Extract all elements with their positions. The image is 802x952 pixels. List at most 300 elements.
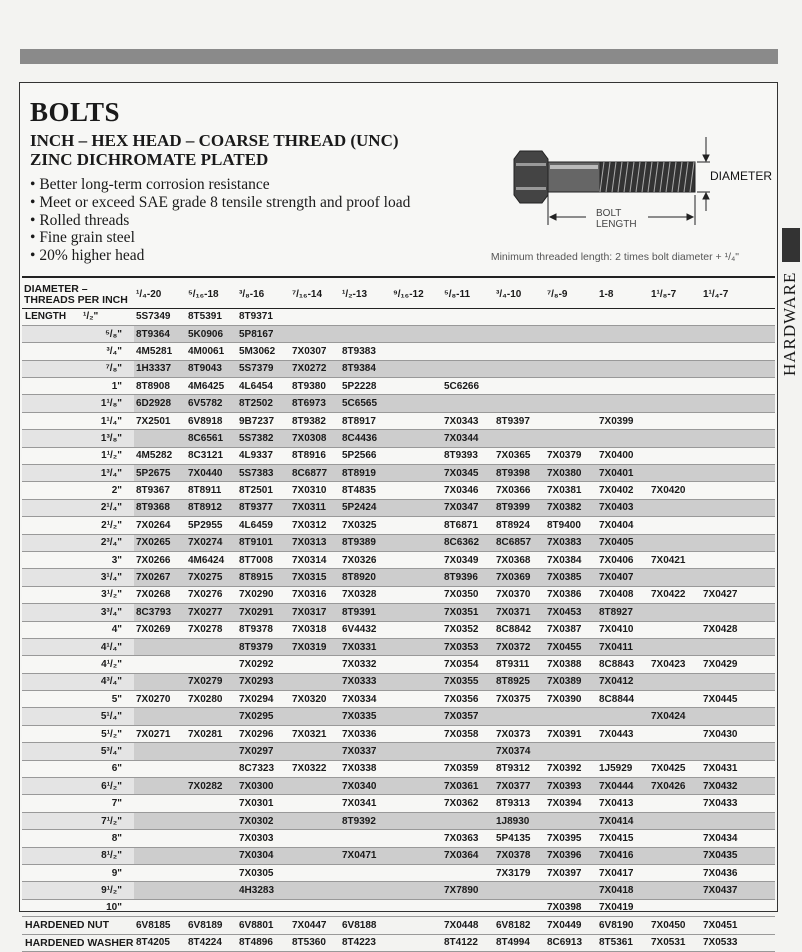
table-row (22, 586, 775, 603)
length-value: 3¹/₂" (101, 589, 122, 601)
part-number-cell: 6V8185 (134, 917, 186, 934)
part-number-cell: 7X0317 (290, 604, 340, 621)
part-number-cell: 8T9368 (134, 499, 186, 516)
length-cell (22, 325, 134, 342)
part-number-cell: 7X0344 (442, 430, 494, 447)
part-number-cell (494, 308, 545, 325)
part-number-cell: 7X0301 (237, 795, 290, 812)
part-number-cell (134, 812, 186, 829)
part-number-cell (290, 812, 340, 829)
part-number-cell: 8T9101 (237, 534, 290, 551)
part-number-cell: 7X0471 (340, 847, 391, 864)
part-number-cell (649, 343, 701, 360)
part-number-cell: 8T9043 (186, 360, 237, 377)
part-number-cell (290, 795, 340, 812)
feature-item: • Meet or exceed SAE grade 8 tensile strength and proof load (30, 194, 410, 212)
part-number-cell: 5S7379 (237, 360, 290, 377)
part-number-cell: 7X0322 (290, 760, 340, 777)
part-number-cell: 7X0428 (701, 621, 775, 638)
part-number-cell: 7X0305 (237, 865, 290, 882)
part-number-cell: 1J8930 (494, 812, 545, 829)
part-number-cell (597, 308, 649, 325)
part-number-cell: 5S7349 (134, 308, 186, 325)
part-number-cell: 8T8908 (134, 378, 186, 395)
part-number-cell: 1J5929 (597, 760, 649, 777)
table-top-rule (22, 276, 775, 278)
part-number-cell (494, 708, 545, 725)
table-row (22, 430, 775, 447)
threaded-length-note: Minimum threaded length: 2 times bolt diameter + ¹/₄" (490, 251, 739, 263)
part-number-cell (134, 708, 186, 725)
part-number-cell (545, 343, 597, 360)
part-number-cell (134, 795, 186, 812)
part-number-cell: 7X0271 (134, 725, 186, 742)
part-number-cell: 7X0427 (701, 586, 775, 603)
part-number-cell: 6V8801 (237, 917, 290, 934)
part-number-cell: 7X0345 (442, 465, 494, 482)
part-number-cell: 7X0347 (442, 499, 494, 516)
part-number-cell: 4M6425 (186, 378, 237, 395)
part-number-cell: 7X0383 (545, 534, 597, 551)
part-number-cell: 7X0295 (237, 708, 290, 725)
length-value: 1¹/₄" (100, 415, 122, 427)
part-number-cell: 7X0399 (597, 412, 649, 429)
part-number-cell: 7X0278 (186, 621, 237, 638)
part-number-cell (134, 882, 186, 899)
bolt-illustration (514, 151, 695, 203)
part-number-cell (649, 325, 701, 342)
part-number-cell: 8C6913 (545, 934, 597, 951)
part-number-cell: 6V5782 (186, 395, 237, 412)
part-number-cell: 7X0361 (442, 778, 494, 795)
part-number-cell (494, 430, 545, 447)
length-cell (22, 691, 134, 708)
section-tab (782, 228, 800, 262)
length-cell (22, 708, 134, 725)
length-cell (22, 760, 134, 777)
part-number-cell (290, 743, 340, 760)
part-number-cell: 8T8927 (597, 604, 649, 621)
part-number-cell (649, 534, 701, 551)
length-cell (22, 673, 134, 690)
part-number-cell (597, 325, 649, 342)
part-number-cell: 8T4224 (186, 934, 237, 951)
part-number-cell (597, 360, 649, 377)
table-row (22, 708, 775, 725)
top-gray-bar (20, 49, 778, 64)
part-number-cell: 8T5360 (290, 934, 340, 951)
part-number-cell: 7X0307 (290, 343, 340, 360)
part-number-cell (545, 412, 597, 429)
part-number-cell: 7X0326 (340, 551, 391, 568)
part-number-cell: 6V4432 (340, 621, 391, 638)
part-number-cell: 8T8916 (290, 447, 340, 464)
part-number-cell (391, 534, 442, 551)
part-number-cell: 7X0416 (597, 847, 649, 864)
part-number-cell (340, 830, 391, 847)
part-number-cell: 7X0365 (494, 447, 545, 464)
part-number-cell (649, 360, 701, 377)
part-number-cell: 7X0443 (597, 725, 649, 742)
column-header-size: 1¹/₈-7 (649, 282, 701, 308)
part-number-cell: 7X0414 (597, 812, 649, 829)
part-number-cell (545, 378, 597, 395)
part-number-cell (391, 882, 442, 899)
part-number-cell (391, 899, 442, 916)
part-number-cell (340, 865, 391, 882)
part-number-cell: 7X0405 (597, 534, 649, 551)
part-number-cell: 8T6871 (442, 517, 494, 534)
part-number-cell (649, 569, 701, 586)
table-row (22, 778, 775, 795)
length-cell (22, 517, 134, 534)
part-number-cell (649, 795, 701, 812)
part-number-cell (494, 378, 545, 395)
part-number-cell (134, 656, 186, 673)
table-row (22, 499, 775, 516)
part-number-cell (391, 517, 442, 534)
part-number-cell (701, 569, 775, 586)
part-number-cell: 7X0394 (545, 795, 597, 812)
length-value: 8" (111, 832, 122, 844)
part-number-cell: 7X0533 (701, 934, 775, 951)
part-number-cell: 7X0426 (649, 778, 701, 795)
part-number-cell: 5P2228 (340, 378, 391, 395)
part-number-cell: 7X0437 (701, 882, 775, 899)
part-number-cell (701, 499, 775, 516)
length-cell (22, 604, 134, 621)
length-cell (22, 795, 134, 812)
part-number-cell (237, 899, 290, 916)
part-number-cell: 7X0389 (545, 673, 597, 690)
part-number-cell: 8C7323 (237, 760, 290, 777)
column-header-size: ³/₈-16 (237, 282, 290, 308)
part-number-cell: 7X0412 (597, 673, 649, 690)
part-number-cell (186, 760, 237, 777)
part-number-cell: 7X0341 (340, 795, 391, 812)
part-number-cell (701, 534, 775, 551)
part-number-cell (134, 760, 186, 777)
part-number-cell (701, 465, 775, 482)
feature-list (30, 176, 410, 265)
part-number-cell: 7X7890 (442, 882, 494, 899)
table-row (22, 760, 775, 777)
part-number-cell: 7X0332 (340, 656, 391, 673)
part-number-cell (134, 743, 186, 760)
feature-item: • Fine grain steel (30, 229, 410, 247)
hardened-nut-row (22, 917, 775, 934)
part-number-cell (290, 830, 340, 847)
length-value: 9" (111, 867, 122, 879)
table-row (22, 673, 775, 690)
part-number-cell: 9B7237 (237, 412, 290, 429)
table-row (22, 638, 775, 655)
part-number-cell: 7X0302 (237, 812, 290, 829)
part-number-cell: 7X0397 (545, 865, 597, 882)
column-header-size: ¹/₄-20 (134, 282, 186, 308)
part-number-cell: 7X0371 (494, 604, 545, 621)
part-number-cell: 7X0400 (597, 447, 649, 464)
part-number-cell: 7X0366 (494, 482, 545, 499)
part-number-cell (701, 551, 775, 568)
part-number-cell: 7X0449 (545, 917, 597, 934)
part-number-cell: 7X0403 (597, 499, 649, 516)
part-number-cell: 7X0331 (340, 638, 391, 655)
part-number-cell: 6D2928 (134, 395, 186, 412)
length-value: 2³/₄" (100, 537, 122, 549)
length-value: 5³/₄" (100, 745, 122, 757)
part-number-cell: 8C3121 (186, 447, 237, 464)
part-number-cell: 7X0415 (597, 830, 649, 847)
part-number-cell: 7X0362 (442, 795, 494, 812)
part-number-cell: 5C6565 (340, 395, 391, 412)
part-number-cell: 7X0423 (649, 656, 701, 673)
part-number-cell (442, 308, 494, 325)
length-value: 9¹/₂" (101, 885, 122, 897)
part-number-cell: 7X0395 (545, 830, 597, 847)
part-number-cell (391, 378, 442, 395)
part-number-cell: 7X0337 (340, 743, 391, 760)
part-number-cell (701, 708, 775, 725)
part-number-cell: 8C8844 (597, 691, 649, 708)
length-cell (22, 395, 134, 412)
length-cell (22, 743, 134, 760)
length-cell (22, 551, 134, 568)
part-number-cell: 8T9313 (494, 795, 545, 812)
table-row (22, 412, 775, 429)
part-number-cell: 7X0431 (701, 760, 775, 777)
part-number-cell: 7X0372 (494, 638, 545, 655)
table-row (22, 325, 775, 342)
part-number-cell (391, 778, 442, 795)
part-number-cell (186, 743, 237, 760)
bolt-diagram (498, 133, 773, 233)
length-cell (22, 586, 134, 603)
part-number-cell (494, 343, 545, 360)
part-number-cell: 7X0280 (186, 691, 237, 708)
part-number-cell (391, 482, 442, 499)
part-number-cell: 7X0310 (290, 482, 340, 499)
part-number-cell: 8T4994 (494, 934, 545, 951)
part-number-cell (701, 517, 775, 534)
part-number-cell (391, 830, 442, 847)
part-number-cell: 7X0373 (494, 725, 545, 742)
part-number-cell: 7X0374 (494, 743, 545, 760)
part-number-cell: 8T8920 (340, 569, 391, 586)
part-number-cell (391, 708, 442, 725)
part-number-cell (701, 412, 775, 429)
part-number-cell: 7X0384 (545, 551, 597, 568)
part-number-cell: 8T8912 (186, 499, 237, 516)
part-number-cell (290, 656, 340, 673)
part-number-cell: 8C6857 (494, 534, 545, 551)
part-number-cell: 8T5391 (186, 308, 237, 325)
part-number-cell (186, 847, 237, 864)
length-value: 1¹/₂" (101, 450, 122, 462)
part-number-cell: 6V8182 (494, 917, 545, 934)
part-number-cell (494, 395, 545, 412)
table-row (22, 569, 775, 586)
part-number-cell: 7X0368 (494, 551, 545, 568)
part-number-cell (649, 430, 701, 447)
part-number-cell: 8T4896 (237, 934, 290, 951)
part-number-cell: 7X0264 (134, 517, 186, 534)
part-number-cell (134, 865, 186, 882)
part-number-cell: 7X0408 (597, 586, 649, 603)
part-number-cell (134, 638, 186, 655)
part-number-cell (391, 621, 442, 638)
part-number-cell: 7X0277 (186, 604, 237, 621)
part-number-cell: 6V8188 (340, 917, 391, 934)
column-header-size: ⁷/₁₆-14 (290, 282, 340, 308)
part-number-cell: 7X0353 (442, 638, 494, 655)
part-number-cell: 7X0297 (237, 743, 290, 760)
part-number-cell (442, 395, 494, 412)
part-number-cell: 7X0268 (134, 586, 186, 603)
part-number-cell: 7X0314 (290, 551, 340, 568)
part-number-cell: 5K0906 (186, 325, 237, 342)
part-number-cell: 7X0352 (442, 621, 494, 638)
part-number-cell (442, 325, 494, 342)
part-number-cell: 8T8911 (186, 482, 237, 499)
part-number-cell (186, 812, 237, 829)
part-number-cell: 8T9384 (340, 360, 391, 377)
part-number-cell (442, 360, 494, 377)
part-number-cell: 7X0448 (442, 917, 494, 934)
part-number-cell: 7X0406 (597, 551, 649, 568)
part-number-cell: 7X0450 (649, 917, 701, 934)
part-number-cell (701, 604, 775, 621)
part-number-cell (134, 673, 186, 690)
part-number-cell: 8T7008 (237, 551, 290, 568)
part-number-cell: 7X0392 (545, 760, 597, 777)
part-number-cell: 7X0336 (340, 725, 391, 742)
part-number-cell: 4L9337 (237, 447, 290, 464)
part-number-cell: 7X0274 (186, 534, 237, 551)
part-number-cell: 5C6266 (442, 378, 494, 395)
part-number-cell: 8T9379 (237, 638, 290, 655)
part-number-cell (649, 395, 701, 412)
part-number-cell: 7X0281 (186, 725, 237, 742)
column-header-diameter (22, 282, 134, 308)
part-number-cell (391, 865, 442, 882)
part-number-cell (545, 430, 597, 447)
part-number-cell: 7X0436 (701, 865, 775, 882)
part-number-cell (597, 708, 649, 725)
part-number-cell: 5M3062 (237, 343, 290, 360)
part-number-cell: 7X0338 (340, 760, 391, 777)
part-number-cell: 8T5361 (597, 934, 649, 951)
part-number-cell: 7X0375 (494, 691, 545, 708)
table-row (22, 882, 775, 899)
part-number-cell (340, 882, 391, 899)
column-header-size: ⁵/₈-11 (442, 282, 494, 308)
column-header-size: ⁹/₁₆-12 (391, 282, 442, 308)
part-number-cell: 7X0364 (442, 847, 494, 864)
part-number-cell: 6V8189 (186, 917, 237, 934)
length-word: LENGTH (25, 311, 67, 323)
part-number-cell: 7X0291 (237, 604, 290, 621)
part-number-cell: 7X0328 (340, 586, 391, 603)
length-cell (22, 865, 134, 882)
part-number-cell (391, 360, 442, 377)
part-number-cell (649, 899, 701, 916)
part-number-cell (391, 812, 442, 829)
part-number-cell: 8T4223 (340, 934, 391, 951)
table-row (22, 534, 775, 551)
subtitle-thread-type: INCH – HEX HEAD – COARSE THREAD (UNC) (30, 131, 399, 150)
part-number-cell (494, 325, 545, 342)
part-number-cell (442, 812, 494, 829)
part-number-cell (290, 308, 340, 325)
part-number-cell: 7X0359 (442, 760, 494, 777)
table-body (22, 308, 775, 951)
part-number-cell: 7X0396 (545, 847, 597, 864)
part-number-cell: 7X0417 (597, 865, 649, 882)
part-number-cell (701, 482, 775, 499)
part-number-cell: 7X0407 (597, 569, 649, 586)
part-number-cell (391, 656, 442, 673)
part-number-cell (391, 586, 442, 603)
part-number-cell: 7X0380 (545, 465, 597, 482)
part-number-cell: 7X0455 (545, 638, 597, 655)
part-number-cell: 7X0318 (290, 621, 340, 638)
part-number-cell: 7X0388 (545, 656, 597, 673)
part-number-cell (186, 708, 237, 725)
column-header-size: ⁵/₁₆-18 (186, 282, 237, 308)
part-number-cell: 7X0424 (649, 708, 701, 725)
part-number-cell: 7X0269 (134, 621, 186, 638)
part-number-cell (442, 899, 494, 916)
part-number-cell: 7X0378 (494, 847, 545, 864)
part-number-cell: 7X0363 (442, 830, 494, 847)
length-value: ³/₄" (106, 345, 122, 357)
part-number-cell (597, 430, 649, 447)
header-label-line2: THREADS PER INCH (24, 293, 128, 306)
part-number-cell (649, 621, 701, 638)
table-row (22, 447, 775, 464)
column-header-size: 1¹/₄-7 (701, 282, 775, 308)
part-number-cell (391, 465, 442, 482)
part-number-cell: 7X0445 (701, 691, 775, 708)
part-number-cell: 7X0381 (545, 482, 597, 499)
part-number-cell: 7X0333 (340, 673, 391, 690)
part-number-cell (649, 604, 701, 621)
part-number-cell: 7X0432 (701, 778, 775, 795)
part-number-cell: 7X0430 (701, 725, 775, 742)
part-number-cell: 8T9378 (237, 621, 290, 638)
part-number-cell (701, 638, 775, 655)
length-cell (22, 308, 134, 325)
length-value: ⁷/₈" (105, 363, 122, 375)
part-number-cell (545, 743, 597, 760)
part-number-cell: 8T9383 (340, 343, 391, 360)
table-row (22, 812, 775, 829)
part-number-cell: 5P2675 (134, 465, 186, 482)
part-number-cell: 7X0355 (442, 673, 494, 690)
part-number-cell (649, 465, 701, 482)
part-number-cell: 5P2955 (186, 517, 237, 534)
length-cell (22, 534, 134, 551)
part-number-cell: 7X0420 (649, 482, 701, 499)
length-cell (22, 847, 134, 864)
table-row (22, 691, 775, 708)
part-number-cell (290, 708, 340, 725)
part-number-cell: 7X0296 (237, 725, 290, 742)
part-number-cell: 8T9396 (442, 569, 494, 586)
part-number-cell (597, 378, 649, 395)
part-number-cell: 7X0315 (290, 569, 340, 586)
